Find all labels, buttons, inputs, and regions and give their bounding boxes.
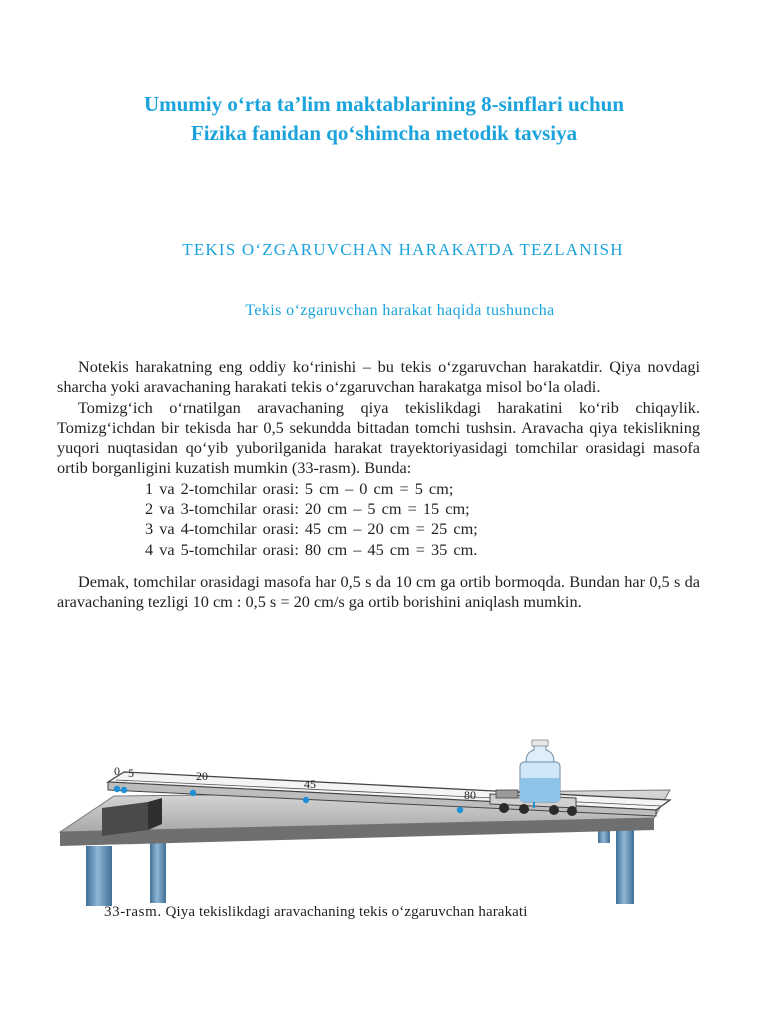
list-item: 1 va 2-tomchilar orasi: 5 cm – 0 cm = 5 cm; [145,478,454,498]
document-title [0,90,768,148]
paragraph-1: Notekis harakatning eng oddiy ko‘rinishi – bu tekis o‘zgaruvchan harakatdir. Qiya novdagi sharcha yoki aravachaning harakati tekis o‘zgaruvchan harakatga misol bo‘la oladi. [57,357,700,397]
drop-mark [190,790,196,796]
mark-label: 5 [128,766,134,780]
drop-distance-list [57,479,700,560]
drop-mark [114,786,120,792]
subsection-heading: Tekis o‘zgaruvchan harakat haqida tushuncha [245,302,555,319]
caption-text: Qiya tekislikdagi aravachaning tekis o‘zgaruvchan harakati [161,904,528,920]
paragraph-2: Tomizg‘ich o‘rnatilgan aravachaning qiya tekislikdagi harakatini ko‘rib chiqaylik. Tomizg‘ichdan bir tekisda har 0,5 sekundda bittadan tomchi tushsin. Aravacha qiya tekislikning yuqori nuqtasidan qo‘yib yuborilganida harakat trayektoriyasidagi tomchilar orasidagi masofa ortib borganligini kuzatish mumkin (33-rasm). Bunda: [57,397,700,478]
inclined-plane-figure [50,738,718,906]
caption-number: 33-rasm. [104,904,162,920]
mark-label: 45 [304,777,316,791]
drop-mark [303,797,309,803]
mark-label: 80 [464,788,476,802]
mark-label: 0 [114,764,120,778]
list-item: 3 va 4-tomchilar orasi: 45 cm – 20 cm = 25 cm; [145,519,478,539]
mark-label: 20 [196,769,208,783]
drop-mark [457,807,463,813]
inclined-plane-illustration [50,738,718,906]
body-text [57,357,700,613]
list-item: 2 va 3-tomchilar orasi: 20 cm – 5 cm = 15 cm; [145,499,470,519]
drop-mark [121,787,127,793]
section-heading: TEKIS O‘ZGARUVCHAN HARAKATDA TEZLANISH [182,240,624,259]
conclusion-paragraph: Demak, tomchilar orasidagi masofa har 0,5 s da 10 cm ga ortib bormoqda. Bundan har 0,5 s da aravachaning tezligi 10 cm : 0,5 s = 20 cm/s ga ortib borishini aniqlash mumkin. [57,571,700,612]
title-line-2: Fizika fanidan qo‘shimcha metodik tavsiya [190,121,578,145]
dropper-bottle [520,740,560,808]
figure-caption [104,904,527,921]
list-item: 4 va 5-tomchilar orasi: 80 cm – 45 cm = 35 cm. [145,539,478,559]
title-line-1: Umumiy o‘rta ta’lim maktablarining 8-sinflari uchun [143,92,625,116]
